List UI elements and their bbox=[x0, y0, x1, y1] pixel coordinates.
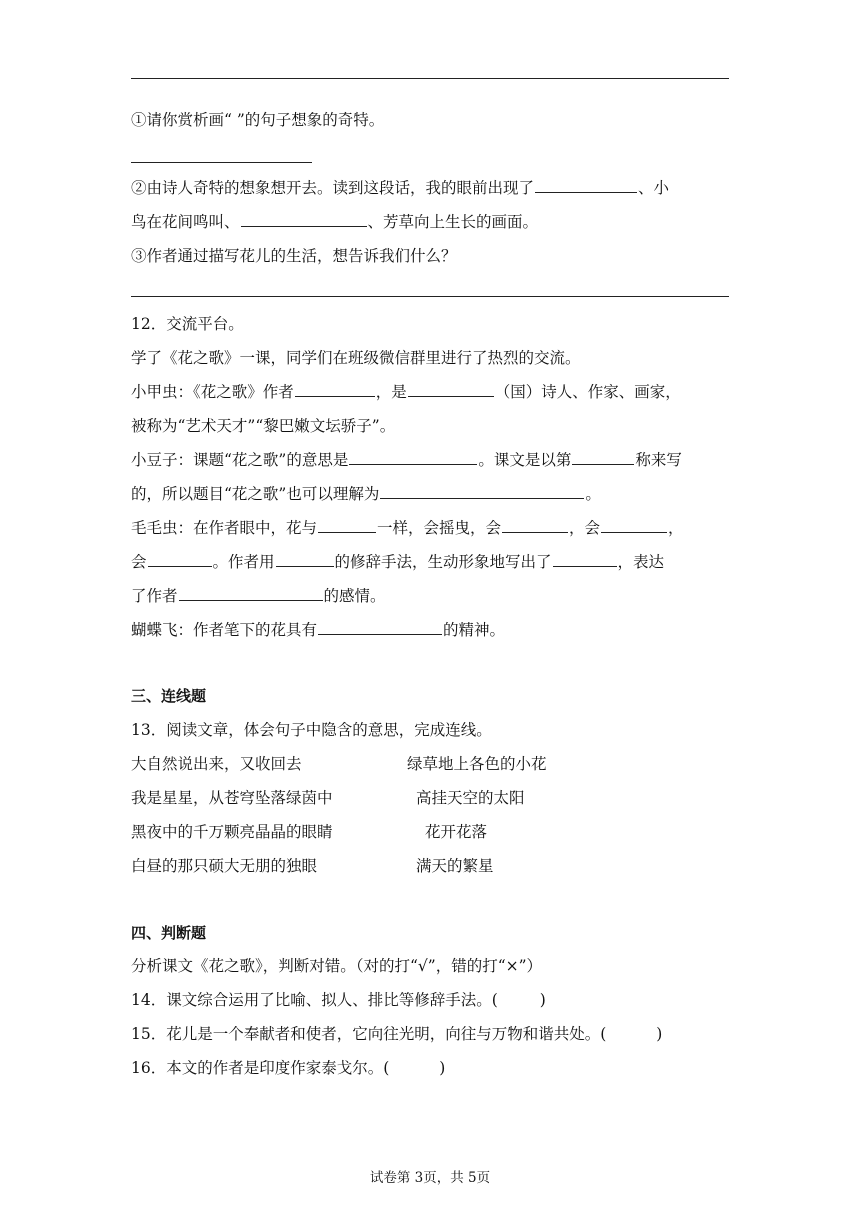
text: （国）诗人、作家、画家， bbox=[494, 383, 681, 401]
fill-blank[interactable] bbox=[572, 449, 634, 465]
close-paren: ) bbox=[656, 1025, 663, 1043]
text: ，会 bbox=[569, 519, 601, 537]
text: 毛毛虫：在作者眼中，花与 bbox=[131, 519, 318, 537]
q12-line3 bbox=[131, 449, 682, 471]
q12-line4 bbox=[131, 483, 601, 505]
fill-blank[interactable] bbox=[148, 551, 212, 567]
text: 的精神。 bbox=[443, 621, 506, 639]
fill-blank[interactable] bbox=[408, 381, 494, 397]
answer-line-sub1 bbox=[131, 162, 312, 163]
text: 16．本文的作者是印度作家泰戈尔。( bbox=[131, 1059, 390, 1077]
fill-blank[interactable] bbox=[553, 551, 617, 567]
text: 鸟在花间鸣叫、 bbox=[131, 213, 240, 231]
q11-sub2-line2 bbox=[131, 211, 538, 233]
text: 。 bbox=[585, 485, 601, 503]
q15 bbox=[131, 1023, 662, 1045]
section4-heading: 四、判断题 bbox=[131, 924, 207, 942]
text: ②由诗人奇特的想象想开去。读到这段话，我的眼前出现了 bbox=[131, 179, 535, 197]
text: 小豆子：课题“花之歌”的意思是 bbox=[131, 451, 349, 469]
match-left-4[interactable]: 白昼的那只硕大无朋的独眼 bbox=[131, 857, 318, 875]
text: ，是 bbox=[375, 383, 407, 401]
text: 蝴蝶飞：作者笔下的花具有 bbox=[131, 621, 318, 639]
fill-blank[interactable] bbox=[295, 381, 375, 397]
q11-sub3: ③作者通过描写花儿的生活，想告诉我们什么？ bbox=[131, 247, 457, 265]
text: ，表达 bbox=[617, 553, 665, 571]
q13-prompt: 13．阅读文章，体会句子中隐含的意思，完成连线。 bbox=[131, 721, 492, 739]
q12-title: 12．交流平台。 bbox=[131, 315, 244, 333]
q16 bbox=[131, 1057, 445, 1079]
text: 一样，会摇曳，会 bbox=[377, 519, 502, 537]
q12-line2: 被称为“艺术天才”“黎巴嫩文坛骄子”。 bbox=[131, 417, 396, 435]
text: 14．课文综合运用了比喻、拟人、排比等修辞手法。( bbox=[131, 991, 498, 1009]
q12-line6 bbox=[131, 551, 664, 573]
match-right-2[interactable]: 高挂天空的太阳 bbox=[416, 789, 525, 807]
text: 的修辞手法，生动形象地写出了 bbox=[334, 553, 552, 571]
fill-blank[interactable] bbox=[601, 517, 667, 533]
text: ， bbox=[668, 519, 684, 537]
q12-line1 bbox=[131, 381, 681, 403]
text: 的，所以题目“花之歌”也可以理解为 bbox=[131, 485, 380, 503]
text: 15．花儿是一个奉献者和使者，它向往光明，向往与万物和谐共处。( bbox=[131, 1025, 607, 1043]
match-left-1[interactable]: 大自然说出来，又收回去 bbox=[131, 755, 302, 773]
fill-blank[interactable] bbox=[276, 551, 334, 567]
fill-blank[interactable] bbox=[535, 177, 637, 193]
answer-rule-top bbox=[131, 78, 729, 79]
q14 bbox=[131, 989, 546, 1011]
match-right-3[interactable]: 花开花落 bbox=[425, 823, 488, 841]
fill-blank[interactable] bbox=[179, 585, 323, 601]
match-left-3[interactable]: 黑夜中的千万颗亮晶晶的眼睛 bbox=[131, 823, 333, 841]
text: 。课文是以第 bbox=[478, 451, 572, 469]
q11-sub2-line1 bbox=[131, 177, 669, 199]
text: 小甲虫：《花之歌》作者 bbox=[131, 383, 294, 401]
close-paren: ) bbox=[539, 991, 546, 1009]
text: 、小 bbox=[638, 179, 670, 197]
q11-sub1: ①请你赏析画“ ”的句子想象的奇特。 bbox=[131, 111, 385, 129]
fill-blank[interactable] bbox=[380, 483, 584, 499]
q12-intro: 学了《花之歌》一课，同学们在班级微信群里进行了热烈的交流。 bbox=[131, 349, 581, 367]
text: 称来写 bbox=[635, 451, 682, 469]
answer-rule-sub3 bbox=[131, 296, 729, 297]
q12-line8 bbox=[131, 619, 505, 641]
fill-blank[interactable] bbox=[241, 211, 367, 227]
section4-intro: 分析课文《花之歌》，判断对错。（对的打“√”，错的打“×”） bbox=[131, 957, 543, 975]
match-left-2[interactable]: 我是星星，从苍穹坠落绿茵中 bbox=[131, 789, 333, 807]
text: 了作者 bbox=[131, 587, 178, 605]
close-paren: ) bbox=[439, 1059, 446, 1077]
match-right-1[interactable]: 绿草地上各色的小花 bbox=[407, 755, 547, 773]
text: 会 bbox=[131, 553, 147, 571]
q12-line7 bbox=[131, 585, 386, 607]
page-footer: 试卷第 3页，共 5页 bbox=[369, 1170, 491, 1186]
fill-blank[interactable] bbox=[502, 517, 568, 533]
text: 、芳草向上生长的画面。 bbox=[367, 213, 539, 231]
text: 。作者用 bbox=[212, 553, 275, 571]
match-right-4[interactable]: 满天的繁星 bbox=[416, 857, 494, 875]
fill-blank[interactable] bbox=[318, 517, 376, 533]
section3-heading: 三、连线题 bbox=[131, 687, 207, 705]
fill-blank[interactable] bbox=[349, 449, 477, 465]
fill-blank[interactable] bbox=[318, 619, 442, 635]
q12-line5 bbox=[131, 517, 684, 539]
text: 的感情。 bbox=[323, 587, 386, 605]
